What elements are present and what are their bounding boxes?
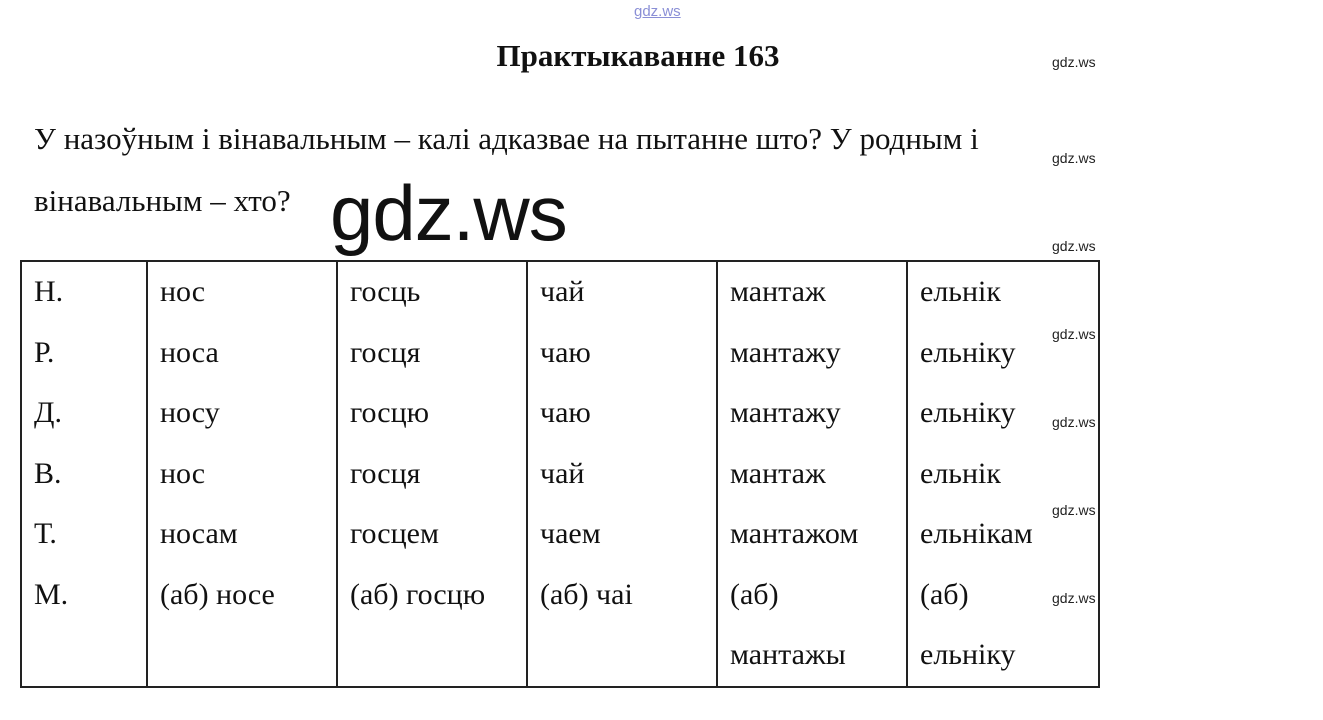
watermark-small: gdz.ws [1052,238,1096,254]
table-cell: чаю [540,335,591,369]
table-cell: мантажы [730,638,846,671]
table-cell: чаем [540,517,601,550]
table-cell: В. [34,456,62,490]
table-cell: (аб) [730,577,779,611]
word-column [337,261,527,687]
paragraph-line: У назоўным і вінавальным – калі адказвае на пытанне што? У родным і [34,121,979,156]
watermark-small: gdz.ws [1052,326,1096,342]
table-cell: М. [34,577,69,611]
page-title: Практыкаванне 163 [496,38,780,73]
answer-paragraph [34,108,1134,232]
word-column [907,261,1099,687]
watermark-small: gdz.ws [1052,54,1096,70]
declension-table [20,260,1100,688]
table-cell: госцю [350,396,430,429]
watermark-small: gdz.ws [1052,502,1096,518]
table-cell: Д. [34,396,62,429]
table-cell: Т. [34,517,57,550]
table-cell: ельніку [920,396,1016,429]
table-cell: чаю [540,396,591,429]
word-column [147,261,337,687]
table-cell: носа [160,335,219,369]
table-cell: госця [350,335,421,369]
table-cell: нос [160,275,206,308]
table-cell: ельнік [920,275,1001,308]
table-cell: госць [350,275,421,308]
table-cell: мантажом [730,517,859,550]
table-cell: носу [160,396,220,429]
table-row [21,261,1099,687]
word-column [717,261,907,687]
table-cell: мантаж [730,275,826,308]
watermark-small: gdz.ws [1052,414,1096,430]
watermark-small: gdz.ws [1052,590,1096,606]
watermark-top: gdz.ws [634,3,681,20]
watermark-small: gdz.ws [1052,150,1096,166]
table-cell: (аб) [920,577,969,611]
table-cell: чай [540,275,585,308]
table-cell: носам [160,517,238,550]
table-cell: мантажу [730,396,841,429]
paragraph-line: вінавальным – хто? [34,183,291,218]
table-cell: Р. [34,335,55,369]
word-column [527,261,717,687]
case-column [21,261,147,687]
table-cell: (аб) носе [160,577,275,611]
table-cell: ельнік [920,456,1001,490]
table-cell: Н. [34,275,64,308]
table-cell: (аб) госцю [350,577,486,611]
table-cell: ельніку [920,335,1016,369]
table-cell: (аб) чаі [540,577,633,611]
watermark-large: gdz.ws [330,169,567,257]
table-cell: госцем [350,517,439,550]
table-cell: госця [350,456,421,490]
table-cell: ельнікам [920,517,1033,550]
table-cell: чай [540,456,585,490]
table-cell: нос [160,456,206,490]
table-cell: ельніку [920,638,1016,671]
table-cell: мантаж [730,456,826,490]
table-cell: мантажу [730,335,841,369]
